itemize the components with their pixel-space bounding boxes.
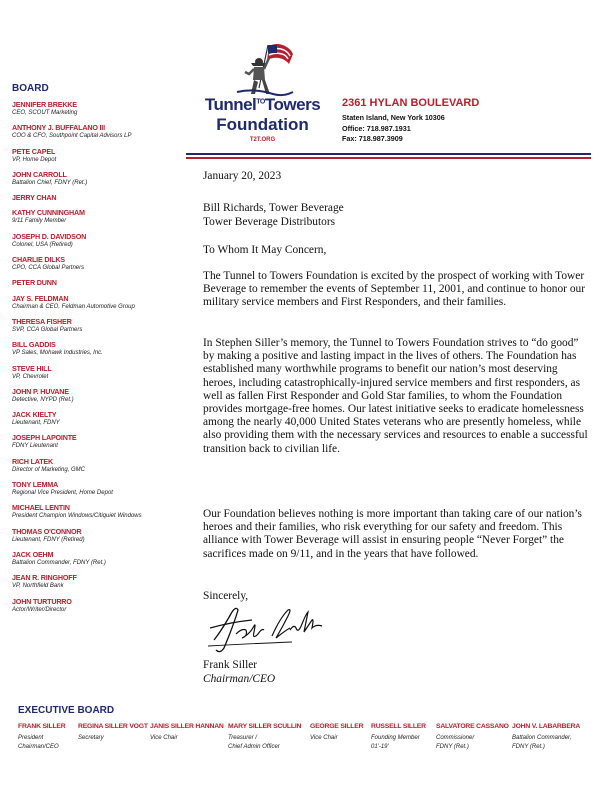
logo-url: T2T.ORG: [249, 137, 276, 143]
address-block: [342, 97, 479, 145]
board-member-title: SVP, CCA Global Partners: [12, 326, 83, 333]
executive-member-title: Commissioner: [436, 735, 475, 741]
logo-wordmark-bottom: Foundation: [216, 115, 309, 134]
executive-member-name: MARY SILLER SCULLIN: [228, 723, 302, 730]
executive-member: [18, 723, 65, 752]
board-member-name: JOHN TURTURRO: [12, 596, 72, 606]
executive-member-name: FRANK SILLER: [18, 723, 66, 730]
signer-block: [203, 659, 275, 686]
board-member: [12, 387, 182, 404]
board-member-name: CHARLIE DILKS: [12, 255, 65, 265]
board-member: [12, 503, 182, 520]
board-member-name: ANTHONY J. BUFFALANO III: [12, 123, 105, 133]
board-sidebar: [12, 83, 182, 620]
executive-board-title: EXECUTIVE BOARD: [18, 705, 115, 716]
executive-member-title: Founding Member: [371, 735, 420, 741]
board-member-title: VP, Chevrolet: [12, 373, 49, 380]
board-member: [12, 208, 182, 225]
board-member-name: MICHAEL LENTIN: [12, 503, 70, 513]
board-member: [12, 147, 182, 164]
board-member-name: PETER DUNN: [12, 278, 57, 288]
executive-member-name: JOHN V. LABARBERA: [512, 723, 581, 730]
board-member-name: JAY S. FELDMAN: [12, 293, 69, 303]
executive-member-name: JANIS SILLER HANNAN: [150, 723, 224, 730]
board-member: [12, 278, 182, 287]
paragraph: The Tunnel to Towers Foundation is excited by the prospect of working with Tower Beverage to remember the events of September 11, 2001, and continue to honor our military service members and First Responders, and their families.: [203, 270, 585, 309]
executive-member-name: GEORGE SILLER: [310, 723, 364, 730]
recipient-block: [203, 202, 344, 229]
board-member-name: RICH LATEK: [12, 456, 53, 466]
executive-member-name: REGINA SILLER VOGT: [78, 723, 148, 730]
executive-member: [436, 723, 509, 752]
board-member-title: 9/11 Family Member: [12, 218, 67, 225]
board-member-title: CEO, SCOUT Marketing: [12, 110, 78, 116]
board-member-name: THOMAS O'CONNOR: [12, 526, 82, 536]
board-member: [12, 193, 182, 202]
executive-member: [310, 723, 363, 743]
executive-member: [512, 723, 580, 752]
executive-member: [78, 723, 148, 743]
signer-name: Frank Siller: [203, 659, 258, 671]
executive-member: [228, 723, 301, 752]
office-phone: Office: 718.987.1931: [342, 123, 411, 133]
board-member: [12, 294, 182, 311]
executive-member: [150, 723, 224, 743]
board-title: BOARD: [12, 83, 49, 94]
board-member-name: JENNIFER BREKKE: [12, 100, 77, 109]
board-member: [12, 457, 182, 474]
executive-member-title: Treasurer /: [228, 735, 257, 741]
board-member-title: FDNY Lieutenant: [12, 443, 58, 450]
executive-member-title: FDNY (Ret.): [436, 744, 469, 750]
executive-member-name: SALVATORE CASSANO: [436, 723, 509, 730]
board-member-name: THERESA FISHER: [12, 316, 72, 326]
board-member-name: PETE CAPEL: [12, 146, 56, 156]
board-member-title: Actor/Writer/Director: [12, 606, 67, 613]
board-member: [12, 410, 182, 427]
board-member-title: Colonel, USA (Retired): [12, 241, 73, 248]
executive-member-title: Chairman/CEO: [18, 744, 59, 750]
board-member-name: JOSEPH LAPOINTE: [12, 433, 77, 443]
fax-number: Fax: 718.987.3909: [342, 134, 403, 143]
salutation: To Whom It May Concern,: [203, 244, 327, 256]
board-member-title: VP Sales, Mohawk Industries, Inc.: [12, 350, 103, 357]
board-member: [12, 433, 182, 450]
paragraph: Our Foundation believes nothing is more important than taking care of our nation’s heroes and their families, who risk everything for our safety and freedom. This alliance with Tower Beverage will assist in ensuring people “Never Forget” the sacrifices made on 9/11, and in the years that have followed.: [203, 508, 582, 560]
executive-member-title: Vice Chair: [310, 735, 338, 741]
board-member-name: JOHN CARROLL: [12, 169, 67, 179]
executive-member-title: Battalion Commander,: [512, 735, 572, 741]
closing: Sincerely,: [203, 590, 249, 602]
board-member-title: Battalion Commander, FDNY (Ret.): [12, 559, 106, 566]
board-member: [12, 597, 182, 614]
board-member: [12, 364, 182, 381]
board-member-title: VP, Northfield Bank: [12, 583, 64, 590]
board-member-title: Chairman & CEO, Feldman Automotive Group: [12, 303, 135, 310]
board-member-title: Regional Vice President, Home Depot: [12, 490, 113, 497]
executive-member-title: President: [18, 735, 44, 741]
board-member-name: STEVE HILL: [12, 363, 52, 373]
header-divider-red: [186, 157, 591, 159]
board-member: [12, 232, 182, 249]
board-member-title: Lieutenant, FDNY: [12, 420, 60, 427]
board-member-title: President Champion Windows/Citiquiet Windows: [12, 513, 142, 520]
signature-image: [202, 600, 332, 655]
board-member-list: [12, 100, 182, 614]
board-member: [12, 170, 182, 187]
board-member-title: Battalion Chief, FDNY (Ret.): [12, 179, 88, 186]
board-member-name: JEAN R. RINGHOFF: [12, 573, 77, 583]
board-member-name: JACK OEHM: [12, 549, 54, 559]
city-address: Staten Island, New York 10306: [342, 113, 445, 122]
board-member: [12, 255, 182, 272]
executive-member-title: 01'-19': [371, 744, 389, 750]
board-member-title: CPO, CCA Global Partners: [12, 265, 85, 272]
logo-wordmark-top: Tunnel$^{TO}$Towers: [204, 95, 321, 114]
executive-member: [371, 723, 426, 752]
header-divider-navy: [186, 153, 591, 155]
board-member: [12, 100, 182, 117]
executive-member-title: Vice Chair: [150, 735, 178, 741]
board-member-name: JOHN P. HUVANE: [12, 386, 69, 396]
firefighter-with-flag-icon: [235, 42, 295, 98]
board-member-title: Director of Marketing, GMC: [12, 466, 86, 473]
board-member: [12, 527, 182, 544]
board-member-title: COO & CFO, Southpoint Capital Advisors LP: [12, 133, 132, 140]
foundation-logo: [200, 42, 325, 152]
board-member: [12, 340, 182, 357]
board-member-name: KATHY CUNNINGHAM: [12, 208, 85, 218]
street-address: 2361 HYLAN BOULEVARD: [342, 97, 480, 109]
board-member: [12, 573, 182, 590]
board-member-name: JOSEPH D. DAVIDSON: [12, 231, 87, 241]
executive-member-title: Chief Admin Officer: [228, 744, 280, 750]
board-member-name: JACK KIELTY: [12, 410, 57, 420]
executive-member-name: RUSSELL SILLER: [371, 723, 426, 730]
board-member-title: Lieutenant, FDNY (Retired): [12, 536, 85, 543]
executive-member-title: FDNY (Ret.): [512, 744, 545, 750]
board-member: [12, 480, 182, 497]
executive-member-title: Secretary: [78, 735, 104, 741]
board-member: [12, 317, 182, 334]
recipient-line: Tower Beverage Distributors: [203, 215, 336, 228]
signer-title: Chairman/CEO: [203, 672, 276, 685]
board-member-name: JERRY CHAN: [12, 193, 57, 203]
board-member-title: VP, Home Depot: [12, 156, 57, 163]
recipient-line: Bill Richards, Tower Beverage: [203, 202, 344, 214]
letter-date: January 20, 2023: [203, 170, 282, 182]
board-member-name: BILL GADDIS: [12, 340, 56, 350]
board-member: [12, 123, 182, 140]
board-member-name: TONY LEMMA: [12, 480, 59, 490]
board-member: [12, 550, 182, 567]
paragraph: In Stephen Siller’s memory, the Tunnel to Towers Foundation strives to “do good” by making a positive and lasting impact in the lives of others. The Foundation has established many worthwhile programs to benefit our nation’s most deserving heroes, including catastrophically-injured service members and first responders, as well as fallen First Responder and Gold Star families, to whom the Foundation provides mortgage-free homes. Our latest initiative seeks to eradicate homelessness among the nearly 40,000 United States veterans who are presently homeless, while also providing them with the necessary services and resources to enable a successful transition back to civilian life.: [203, 337, 588, 455]
board-member-title: Detective, NYPD (Ret.): [12, 396, 74, 403]
